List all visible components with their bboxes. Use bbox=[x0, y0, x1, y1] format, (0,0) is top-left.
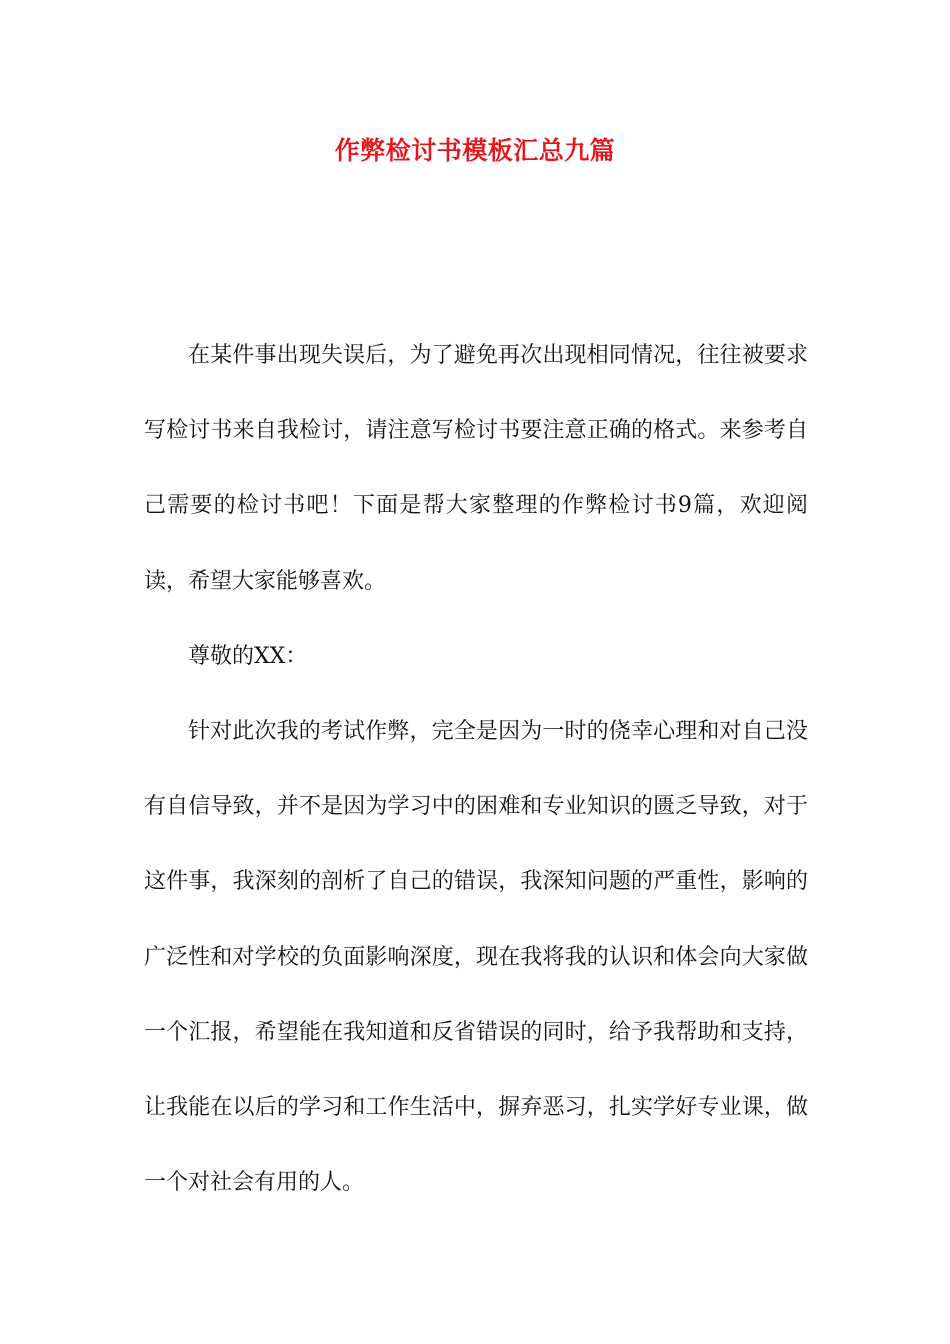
body-paragraph: 针对此次我的考试作弊，完全是因为一时的侥幸心理和对自己没有自信导致，并不是因为学习中的困难和专业知识的匮乏导致，对于这件事，我深刻的剖析了自己的错误，我深知问题的严重性，影响的广泛性和对学校的负面影响深度，现在我将我的认识和体会向大家做一个汇报，希望能在我知道和反省错误的同时，给予我帮助和支持，让我能在以后的学习和工作生活中，摒弃恶习，扎实学好专业课，做一个对社会有用的人。 bbox=[144, 719, 808, 1196]
document-body bbox=[144, 318, 808, 1220]
document-title: 作弊检讨书模板汇总九篇 bbox=[334, 136, 616, 165]
intro-paragraph: 在某件事出现失误后，为了避免再次出现相同情况，往往被要求写检讨书来自我检讨，请注意写检讨书要注意正确的格式。来参考自己需要的检讨书吧！下面是帮大家整理的作弊检讨书9篇，欢迎阅读，希望大家能够喜欢。 bbox=[144, 343, 808, 594]
salutation-paragraph: 尊敬的XX： bbox=[188, 643, 308, 669]
